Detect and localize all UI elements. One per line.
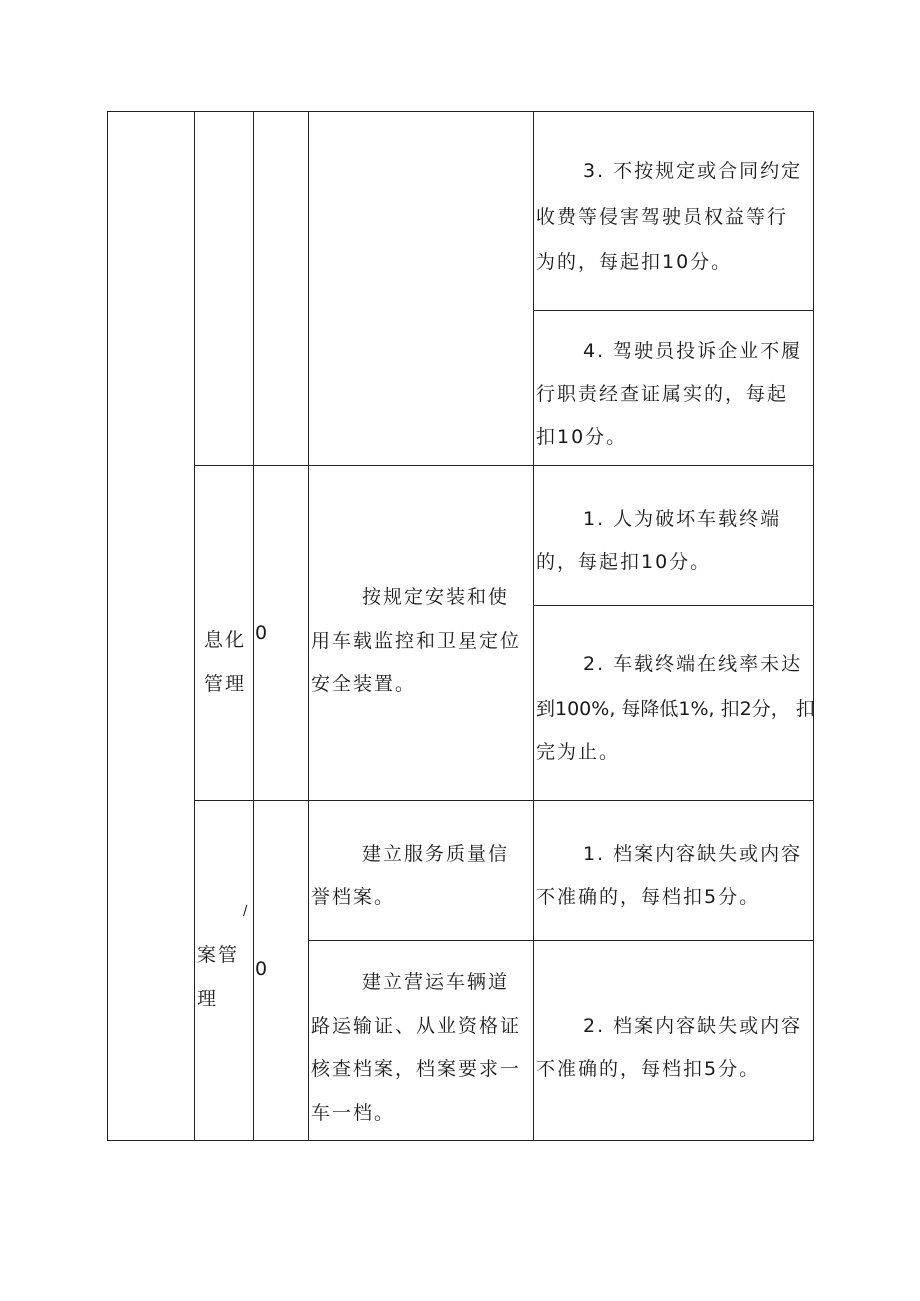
criterion-line: 收费等侵害驾驶员权益等行 [536,206,789,228]
score-cell-archive: 0 [255,958,270,980]
item-label-line: 息化 [204,629,247,651]
row-divider-d [194,800,814,801]
criterion-line: 1. 档案内容缺失或内容 [583,843,803,865]
table-border-top [107,111,814,112]
requirement-line: 用车载监控和卫星定位 [311,630,522,652]
requirement-line: 路运输证、从业资格证 [311,1015,522,1037]
col-divider-1 [194,111,195,1141]
requirement-line: 车一档。 [311,1102,396,1124]
item-label-line: 理 [197,988,219,1010]
row-divider-e [308,940,814,941]
col-divider-2 [253,111,254,1141]
col-divider-3 [308,111,309,1141]
criterion-line: 行职责经查证属实的，每起 [536,383,789,405]
item-tick-mark: / [243,904,250,919]
table-border-right [813,111,814,1141]
row-divider-b [194,465,814,466]
criterion-line: 为的，每起扣10分。 [536,251,733,273]
criterion-line: 3. 不按规定或合同约定 [583,160,803,182]
criterion-line: 完为止。 [536,741,621,763]
criterion-line: 2. 车载终端在线率未达 [583,653,803,675]
criterion-line: 不准确的，每档扣5分。 [536,1058,761,1080]
requirement-line: 核查档案，档案要求一 [311,1058,522,1080]
row-divider-a [533,310,814,311]
requirement-line: 建立营运车辆道 [362,971,510,993]
item-label-line: 案管 [197,944,240,966]
score-cell-info: 0 [255,622,270,644]
criterion-line: 1. 人为破坏车载终端 [583,508,782,530]
table-border-left [107,111,108,1141]
criterion-line: 4. 驾驶员投诉企业不履 [583,340,803,362]
criterion-line: 到100%, 每降低1%, 扣2分， 扣 [536,698,815,720]
requirement-line: 安全装置。 [311,673,417,695]
requirement-line: 建立服务质量信 [362,843,510,865]
table-border-bottom [107,1140,814,1141]
col-divider-4 [533,111,534,1141]
criterion-line: 扣10分。 [536,426,628,448]
criterion-line: 2. 档案内容缺失或内容 [583,1015,803,1037]
requirement-line: 按规定安装和使 [362,586,510,608]
row-divider-c [533,605,814,606]
criterion-line: 不准确的，每档扣5分。 [536,886,761,908]
item-label-line: 管理 [204,673,247,695]
requirement-line: 誉档案。 [311,886,396,908]
criterion-line: 的，每起扣10分。 [536,551,712,573]
